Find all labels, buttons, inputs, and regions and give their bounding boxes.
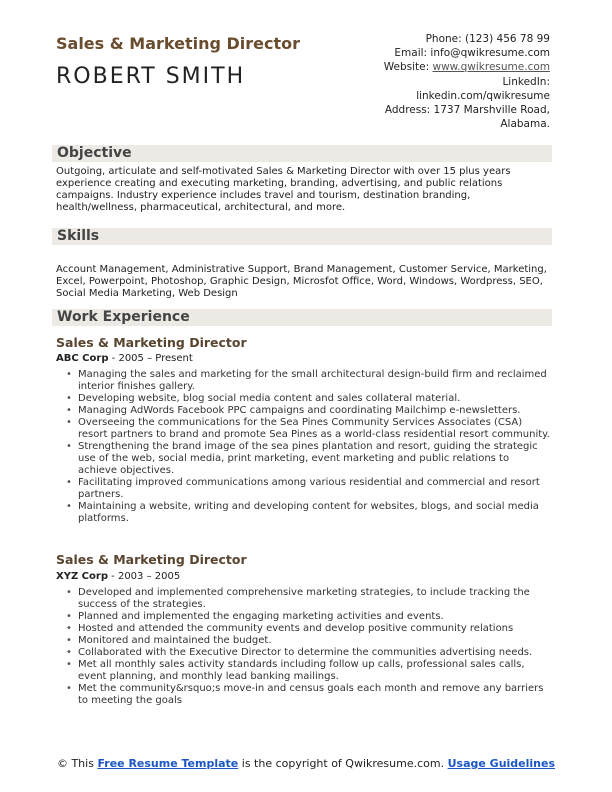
- section-work-experience: [52, 309, 552, 326]
- section-objective-heading: Objective: [57, 145, 132, 161]
- free-resume-template-link[interactable]: Free Resume Template: [97, 757, 239, 770]
- usage-guidelines-link[interactable]: Usage Guidelines: [447, 757, 556, 770]
- company-name: ABC Corp: [56, 353, 109, 364]
- list-item: • Developed and implemented comprehensive marketing strategies, to include tracking the success of the strategies.: [66, 587, 550, 611]
- contact-address-line2: Alabama.: [500, 118, 550, 131]
- skills-text: Account Management, Administrative Support, Brand Management, Customer Service, Marketing, Excel, Powerpoint, Photoshop, Graphic Design, Microsfot Office, Word, Windows, Wordpress, SEO, Social Media Marketing, Web Design: [56, 264, 547, 299]
- footer-middle: is the copyright of Qwikresume.com.: [238, 757, 448, 770]
- contact-address-line1: Address: 1737 Marshville Road,: [384, 104, 550, 117]
- list-item: • Managing AdWords Facebook PPC campaigns and coordinating Mailchimp e-newsletters.: [66, 405, 550, 417]
- candidate-name: ROBERT SMITH: [56, 64, 246, 89]
- company-name: XYZ Corp: [56, 571, 108, 582]
- contact-website-link[interactable]: www.qwikresume.com: [432, 61, 550, 74]
- section-work-heading: Work Experience: [57, 309, 190, 325]
- list-item: • Monitored and maintained the budget.: [66, 635, 550, 647]
- contact-linkedin-label: LinkedIn:: [502, 75, 550, 88]
- list-item: • Met the community&rsquo;s move-in and census goals each month and remove any barriers to meeting the goals: [66, 683, 550, 707]
- contact-phone: Phone: (123) 456 78 99: [425, 33, 550, 45]
- job-bullets: [66, 587, 550, 707]
- list-item: • Collaborated with the Executive Director to determine the communities advertising needs.: [66, 647, 550, 659]
- job-dates: - 2003 – 2005: [107, 571, 181, 582]
- section-skills-heading: Skills: [57, 228, 100, 244]
- list-item: • Facilitating improved communications among various residential and commercial and resort partners.: [66, 477, 550, 501]
- list-item: • Developing website, blog social media content and sales collateral material.: [66, 393, 550, 405]
- job-dates: - 2005 – Present: [108, 353, 193, 364]
- list-item: • Maintaining a website, writing and developing content for websites, blogs, and social media platforms.: [66, 501, 550, 525]
- section-skills: [52, 228, 552, 245]
- list-item: • Managing the sales and marketing for the small architectural design-build firm and reclaimed interior finishes gallery.: [66, 369, 550, 393]
- list-item: • Planned and implemented the engaging marketing activities and events.: [66, 611, 550, 623]
- copyright-footer: [40, 757, 572, 771]
- list-item: • Overseeing the communications for the Sea Pines Community Services Associates (CSA) resort partners to brand and promote Sea Pines as a world-class residential resort community.: [66, 417, 550, 441]
- objective-text: Outgoing, articulate and self-motivated Sales & Marketing Director with over 15 plus years experience creating and executing marketing, branding, advertising, and public relations campaigns. Industry experience includes travel and tourism, destination branding, health/wellness, pharmaceutical, architectural, and more.: [56, 166, 511, 213]
- job-company: [56, 353, 193, 364]
- contact-linkedin: linkedin.com/qwikresume: [416, 89, 550, 102]
- job-title: Sales & Marketing Director: [56, 335, 247, 350]
- job-company: [56, 571, 180, 582]
- contact-block: [320, 32, 550, 131]
- footer-prefix: © This: [56, 757, 98, 770]
- resume-job-title: Sales & Marketing Director: [56, 34, 301, 53]
- section-objective: [52, 145, 552, 162]
- contact-email: Email: info@qwikresume.com: [394, 47, 550, 60]
- job-title: Sales & Marketing Director: [56, 552, 247, 567]
- list-item: • Met all monthly sales activity standards including follow up calls, professional sales calls, event planning, and monthly lead banking mailings.: [66, 659, 550, 683]
- job-bullets: [66, 369, 550, 525]
- contact-website: [320, 60, 550, 74]
- list-item: • Strengthening the brand image of the sea pines plantation and resort, guiding the strategic use of the web, social media, print marketing, event marketing and public relations to achieve objectives.: [66, 441, 550, 477]
- list-item: • Hosted and attended the community events and develop positive community relations: [66, 623, 550, 635]
- contact-website-label: Website:: [383, 61, 430, 74]
